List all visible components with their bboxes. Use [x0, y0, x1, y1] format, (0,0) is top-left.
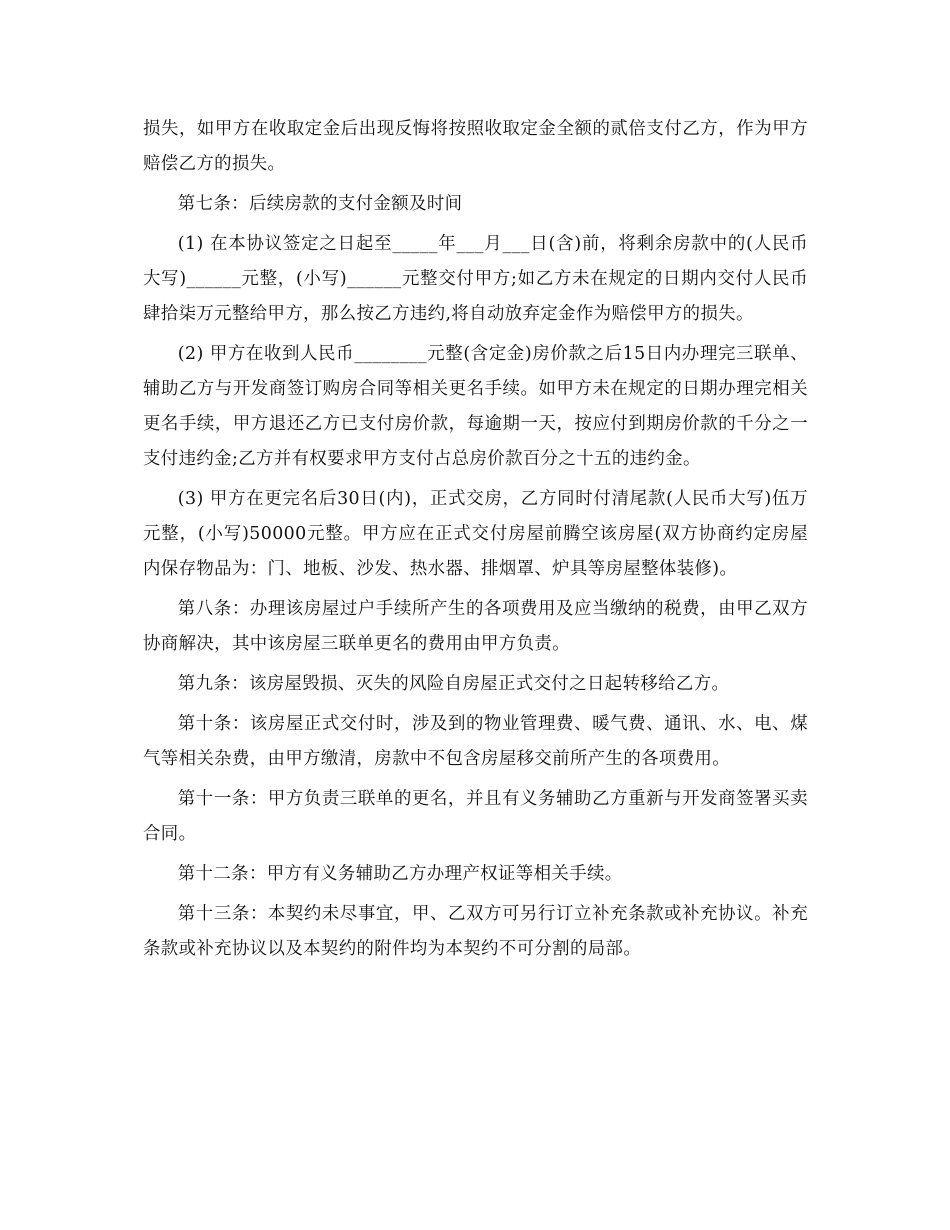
article-13: 第十三条：本契约未尽事宜，甲、乙双方可另行订立补充条款或补充协议。补充条款或补充协议以及本契约的附件均为本契约不可分割的局部。: [143, 904, 808, 959]
article-7-heading: 第七条：后续房款的支付金额及时间: [177, 194, 463, 214]
article-8: 第八条：办理该房屋过户手续所产生的各项费用及应当缴纳的税费，由甲乙双方协商解决，其中该房屋三联单更名的费用由甲方负责。: [143, 599, 808, 654]
article-10: 第十条：该房屋正式交付时，涉及到的物业管理费、暖气费、通讯、水、电、煤气等相关杂费，由甲方缴清，房款中不包含房屋移交前所产生的各项费用。: [143, 714, 808, 769]
article-7-clause-1: (1) 在本协议签定之日起至_____年___月___日(含)前，将剩余房款中的(人民币大写)______元整，(小写)______元整交付甲方;如乙方未在规定的日期内交付人民币肆拾柒万元整给甲方，那么按乙方违约,将自动放弃定金作为赔偿甲方的损失。: [143, 234, 808, 324]
article-11: 第十一条：甲方负责三联单的更名，并且有义务辅助乙方重新与开发商签署买卖合同。: [143, 789, 808, 844]
article-12: 第十二条：甲方有义务辅助乙方办理产权证等相关手续。: [177, 864, 623, 884]
contract-body: [143, 112, 808, 972]
article-7-clause-3: (3) 甲方在更完名后30日(内)，正式交房，乙方同时付清尾款(人民币大写)伍万元整，(小写)50000元整。甲方应在正式交付房屋前腾空该房屋(双方协商约定房屋内保存物品为：门、地板、沙发、热水器、排烟罩、炉具等房屋整体装修)。: [143, 489, 808, 579]
paragraph-loss-continuation: 损失，如甲方在收取定金后出现反悔将按照收取定金全额的贰倍支付乙方，作为甲方赔偿乙方的损失。: [143, 119, 808, 174]
article-7-clause-2: (2) 甲方在收到人民币________元整(含定金)房价款之后15日内办理完三联单、辅助乙方与开发商签订购房合同等相关更名手续。如甲方未在规定的日期办理完相关更名手续，甲方退还乙方已支付房价款，每逾期一天，按应付到期房价款的千分之一支付违约金;乙方并有权要求甲方支付占总房价款百分之十五的违约金。: [143, 344, 808, 469]
article-9: 第九条：该房屋毁损、灭失的风险自房屋正式交付之日起转移给乙方。: [177, 674, 730, 694]
